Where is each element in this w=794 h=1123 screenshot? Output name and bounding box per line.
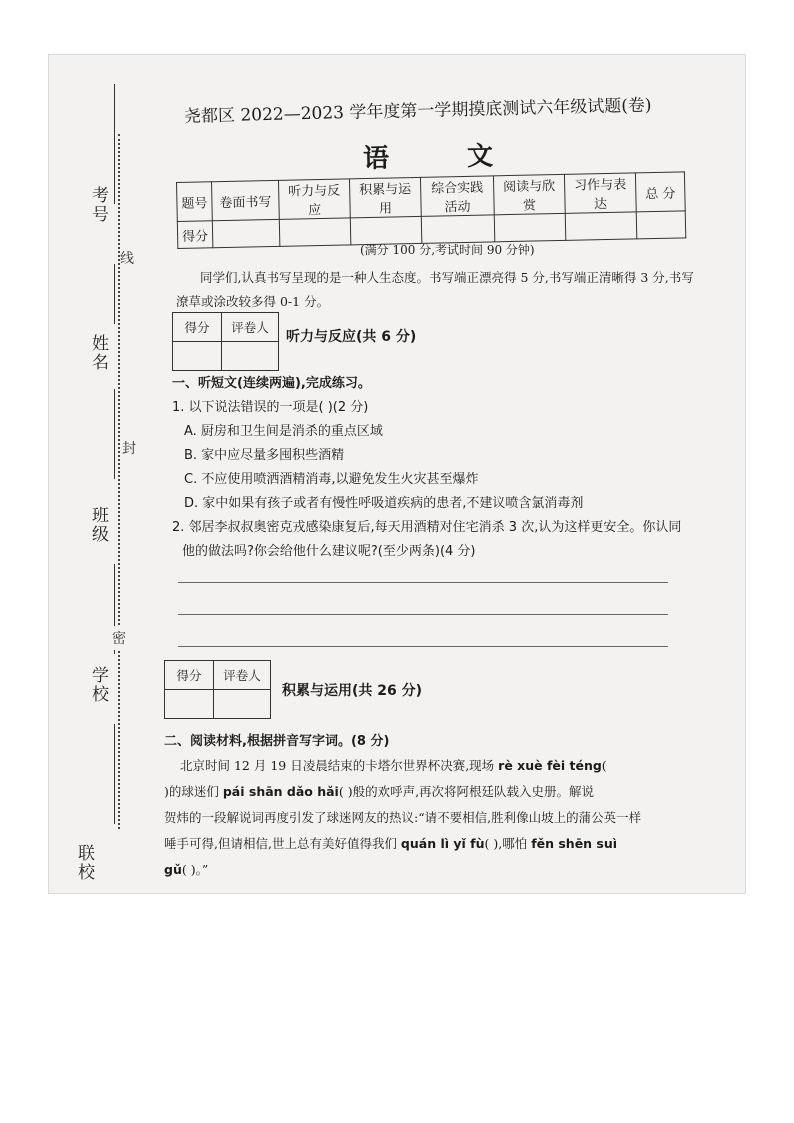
grader-score-label: 得分 — [165, 661, 214, 690]
passage-line-3: 贺炜的一段解说词再度引发了球迷网友的热议:“请不要相信,胜利像山坡上的蒲公英一样 — [164, 810, 642, 825]
option-c: C. 不应使用喷洒酒精消毒,以避免发生火灾甚至爆炸 — [184, 472, 479, 487]
field-line — [114, 389, 115, 479]
field-line — [114, 264, 115, 324]
passage-text: ( )。” — [181, 862, 209, 877]
binding-margin — [48, 54, 138, 894]
option-b: B. 家中应尽量多囤积些酒精 — [184, 448, 345, 463]
grader-name-label: 评卷人 — [214, 661, 271, 690]
score-table — [176, 171, 686, 249]
passage-line-1 — [180, 756, 607, 774]
score-table-cell: 总 分 — [635, 172, 685, 212]
grader-name-cell[interactable] — [214, 690, 271, 719]
answer-line[interactable] — [178, 646, 668, 647]
exam-number-label: 考号 — [88, 186, 108, 224]
passage-line-5 — [164, 860, 208, 878]
union-school-label: 联校 — [74, 844, 94, 882]
passage-text: ( — [601, 758, 607, 773]
passage-line-4 — [164, 834, 617, 852]
score-entry-cell[interactable] — [212, 219, 280, 247]
class-label: 班级 — [88, 506, 108, 544]
question1-2-line1: 2. 邻居李叔叔奥密克戎感染康复后,每天用酒精对住宅消杀 3 次,认为这样更安全。你认同 — [172, 520, 682, 535]
score-entry-cell[interactable] — [421, 215, 495, 244]
grader-score-cell[interactable] — [173, 342, 222, 371]
seal-dotted-line — [118, 134, 120, 829]
score-table-cell: 习作与表达 — [564, 173, 636, 213]
score-table-cell: 听力与反应 — [278, 179, 350, 219]
score-table-cell: 综合实践活动 — [420, 176, 494, 217]
passage-text: )的球迷们 — [164, 784, 223, 799]
field-line — [114, 724, 115, 824]
question1-2-line2: 他的做法吗?你会给他什么建议呢?(至少两条)(4 分) — [182, 544, 476, 559]
grader-score-cell[interactable] — [165, 690, 214, 719]
score-entry-cell[interactable] — [279, 218, 351, 246]
score-entry-cell[interactable] — [565, 212, 637, 240]
score-table-cell: 题号 — [177, 182, 213, 222]
grader-box-2 — [164, 660, 271, 719]
grader-box-1 — [172, 312, 279, 371]
exam-title: 尧都区 2022—2023 学年度第一学期摸底测试六年级试题(卷) — [183, 95, 652, 127]
answer-line[interactable] — [178, 614, 668, 615]
score-table-cell: 卷面书写 — [212, 180, 280, 220]
field-line — [114, 84, 115, 204]
pinyin-fen-shen-sui: fěn shēn suì — [531, 836, 618, 851]
option-d: D. 家中如果有孩子或者有慢性呼吸道疾病的患者,不建议喷含氯消毒剂 — [184, 496, 584, 511]
seal-char-secret: 密 — [112, 626, 126, 650]
section2-title: 积累与运用(共 26 分) — [282, 683, 423, 699]
passage-line-2 — [164, 782, 594, 800]
school-label: 学校 — [88, 666, 108, 704]
subject-title: 语文 — [362, 139, 572, 175]
handwriting-intro: 同学们,认真书写呈现的是一种人生态度。书写端正漂亮得 5 分,书写端正清晰得 3 分,书写潦草或涂改较多得 0-1 分。 — [176, 270, 694, 309]
section1-title: 听力与反应(共 6 分) — [286, 329, 417, 345]
exam-content — [158, 54, 738, 894]
score-entry-cell[interactable] — [636, 211, 686, 239]
score-table-cell: 阅读与欣赏 — [493, 174, 565, 214]
pinyin-re-xue-fei-teng: rè xuè fèi téng — [498, 758, 602, 773]
grader-score-label: 得分 — [173, 313, 222, 342]
pinyin-quan-li-yi-fu: quán lì yǐ fù — [400, 836, 485, 851]
question2-heading: 二、阅读材料,根据拼音写字词。(8 分) — [164, 734, 390, 749]
exam-note: (满分 100 分,考试时间 90 分钟) — [360, 243, 535, 257]
name-label: 姓名 — [88, 334, 108, 372]
option-a: A. 厨房和卫生间是消杀的重点区域 — [184, 424, 383, 439]
grader-name-label: 评卷人 — [222, 313, 279, 342]
pinyin-gu: gǔ — [164, 862, 182, 877]
pinyin-pai-shan-dao-hai: pái shān dǎo hǎi — [222, 784, 339, 799]
score-entry-cell[interactable] — [494, 213, 566, 241]
seal-char-seal: 封 — [122, 436, 136, 460]
score-table-cell: 得分 — [177, 221, 213, 249]
passage-text: 北京时间 12 月 19 日凌晨结束的卡塔尔世界杯决赛,现场 — [180, 758, 499, 773]
passage-text: ( ),哪怕 — [484, 836, 532, 851]
grader-name-cell[interactable] — [222, 342, 279, 371]
seal-char-line: 线 — [120, 246, 134, 270]
question1-1: 1. 以下说法错误的一项是( )(2 分) — [172, 400, 369, 415]
question1-heading: 一、听短文(连续两遍),完成练习。 — [172, 376, 371, 391]
passage-text: 唾手可得,但请相信,世上总有美好值得我们 — [164, 836, 401, 851]
exam-paper — [48, 54, 746, 894]
answer-line[interactable] — [178, 582, 668, 583]
score-table-cell: 积累与运用 — [349, 177, 421, 217]
passage-text: ( )般的欢呼声,再次将阿根廷队载入史册。解说 — [338, 784, 595, 799]
